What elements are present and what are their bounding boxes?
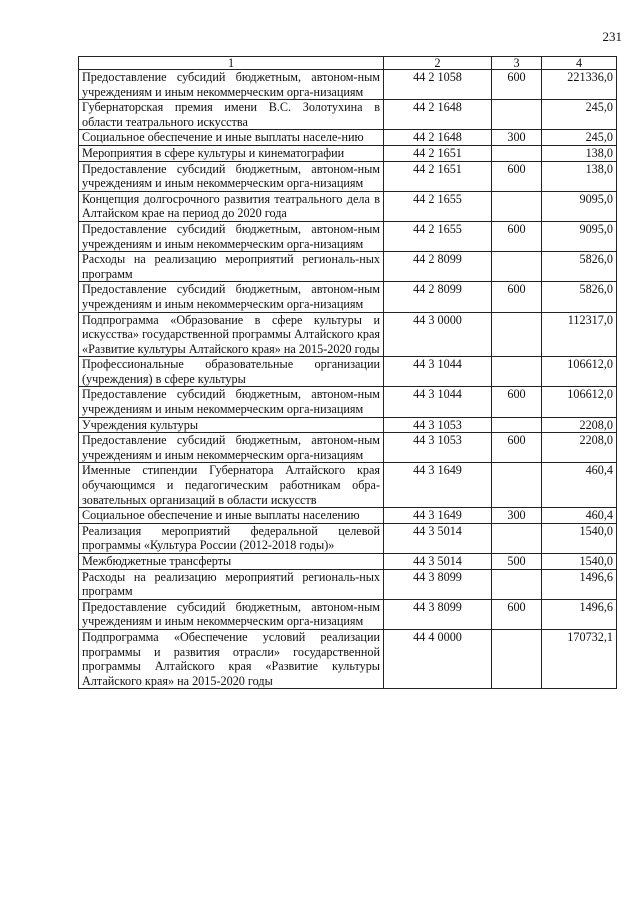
row-name-cell: Предоставление субсидий бюджетным, автоном-ным учреждениям и иным некоммерческим орга-низациям (79, 387, 384, 417)
row-name-cell: Расходы на реализацию мероприятий региональ-ных программ (79, 569, 384, 599)
row-type-cell: 600 (492, 433, 542, 463)
table-row (79, 569, 617, 599)
row-code-cell: 44 2 1651 (384, 145, 492, 161)
row-name-cell: Мероприятия в сфере культуры и кинематографии (79, 145, 384, 161)
row-amount-cell: 221336,0 (542, 70, 617, 100)
row-type-cell (492, 569, 542, 599)
row-amount-cell: 1540,0 (542, 554, 617, 570)
row-code-cell: 44 2 1655 (384, 191, 492, 221)
row-name-cell: Предоставление субсидий бюджетным, автоном-ным учреждениям и иным некоммерческим орга-низациям (79, 282, 384, 312)
table-header-row (79, 57, 617, 70)
row-amount-cell: 138,0 (542, 161, 617, 191)
row-type-cell: 600 (492, 221, 542, 251)
row-code-cell: 44 3 5014 (384, 523, 492, 553)
row-code-cell: 44 3 1649 (384, 463, 492, 508)
row-code-cell: 44 3 1044 (384, 357, 492, 387)
row-code-cell: 44 2 1655 (384, 221, 492, 251)
row-code-cell: 44 2 1058 (384, 70, 492, 100)
row-code-cell: 44 3 8099 (384, 599, 492, 629)
row-type-cell (492, 191, 542, 221)
row-amount-cell: 2208,0 (542, 433, 617, 463)
table-row (79, 554, 617, 570)
row-type-cell: 300 (492, 508, 542, 524)
row-code-cell: 44 3 1053 (384, 417, 492, 433)
row-amount-cell: 5826,0 (542, 252, 617, 282)
budget-table (78, 56, 617, 689)
row-code-cell: 44 4 0000 (384, 629, 492, 688)
row-name-cell: Подпрограмма «Обеспечение условий реализации программы и развития отрасли» государственной программы Алтайского края «Развитие культуры Алтайского края» на 2015-2020 годы (79, 629, 384, 688)
row-code-cell: 44 3 1044 (384, 387, 492, 417)
row-amount-cell: 138,0 (542, 145, 617, 161)
row-type-cell (492, 463, 542, 508)
row-type-cell (492, 417, 542, 433)
row-amount-cell: 1540,0 (542, 523, 617, 553)
row-amount-cell: 9095,0 (542, 191, 617, 221)
row-code-cell: 44 3 1649 (384, 508, 492, 524)
row-name-cell: Учреждения культуры (79, 417, 384, 433)
row-name-cell: Предоставление субсидий бюджетным, автоном-ным учреждениям и иным некоммерческим орга-низациям (79, 70, 384, 100)
row-type-cell (492, 252, 542, 282)
row-name-cell: Именные стипендии Губернатора Алтайского края обучающимся и педагогическим работникам обра-зовательных организаций в области искусств (79, 463, 384, 508)
row-amount-cell: 9095,0 (542, 221, 617, 251)
table-row (79, 312, 617, 357)
row-amount-cell: 1496,6 (542, 599, 617, 629)
row-code-cell: 44 2 8099 (384, 252, 492, 282)
row-type-cell: 600 (492, 387, 542, 417)
row-type-cell (492, 145, 542, 161)
row-name-cell: Расходы на реализацию мероприятий региональ-ных программ (79, 252, 384, 282)
row-type-cell: 300 (492, 130, 542, 146)
row-code-cell: 44 2 1651 (384, 161, 492, 191)
row-name-cell: Социальное обеспечение и иные выплаты населению (79, 508, 384, 524)
column-header-type: 3 (492, 57, 542, 70)
table-row (79, 161, 617, 191)
table-row (79, 463, 617, 508)
row-name-cell: Губернаторская премия имени В.С. Золотухина в области театрального искусства (79, 100, 384, 130)
row-amount-cell: 5826,0 (542, 282, 617, 312)
row-type-cell (492, 100, 542, 130)
table-row (79, 523, 617, 553)
table-row (79, 599, 617, 629)
table-row (79, 387, 617, 417)
row-name-cell: Реализация мероприятий федеральной целевой программы «Культура России (2012-2018 годы)» (79, 523, 384, 553)
row-code-cell: 44 2 1648 (384, 100, 492, 130)
row-type-cell: 600 (492, 599, 542, 629)
row-name-cell: Концепция долгосрочного развития театрального дела в Алтайском крае на период до 2020 года (79, 191, 384, 221)
row-type-cell: 600 (492, 161, 542, 191)
row-name-cell: Межбюджетные трансферты (79, 554, 384, 570)
row-name-cell: Профессиональные образовательные организации (учреждения) в сфере культуры (79, 357, 384, 387)
row-code-cell: 44 3 1053 (384, 433, 492, 463)
row-code-cell: 44 2 1648 (384, 130, 492, 146)
table-row (79, 252, 617, 282)
row-amount-cell: 1496,6 (542, 569, 617, 599)
table-body (79, 70, 617, 689)
row-name-cell: Предоставление субсидий бюджетным, автоном-ным учреждениям и иным некоммерческим орга-низациям (79, 433, 384, 463)
row-amount-cell: 106612,0 (542, 357, 617, 387)
table-row (79, 191, 617, 221)
table-row (79, 221, 617, 251)
table-row (79, 417, 617, 433)
column-header-name: 1 (79, 57, 384, 70)
column-header-code: 2 (384, 57, 492, 70)
row-type-cell (492, 629, 542, 688)
column-header-amount: 4 (542, 57, 617, 70)
row-amount-cell: 245,0 (542, 130, 617, 146)
row-type-cell: 600 (492, 282, 542, 312)
row-type-cell (492, 523, 542, 553)
row-name-cell: Подпрограмма «Образование в сфере культуры и искусства» государственной программы Алтайского края «Развитие культуры Алтайского края» на 2015-2020 годы (79, 312, 384, 357)
table-row (79, 145, 617, 161)
row-amount-cell: 170732,1 (542, 629, 617, 688)
table-row (79, 433, 617, 463)
page-number: 231 (602, 29, 622, 44)
table-row (79, 357, 617, 387)
row-code-cell: 44 3 0000 (384, 312, 492, 357)
table-row (79, 100, 617, 130)
row-name-cell: Предоставление субсидий бюджетным, автоном-ным учреждениям и иным некоммерческим орга-низациям (79, 161, 384, 191)
row-amount-cell: 2208,0 (542, 417, 617, 433)
row-type-cell: 500 (492, 554, 542, 570)
row-name-cell: Предоставление субсидий бюджетным, автоном-ным учреждениям и иным некоммерческим орга-низациям (79, 221, 384, 251)
row-type-cell (492, 312, 542, 357)
row-amount-cell: 460,4 (542, 508, 617, 524)
row-name-cell: Предоставление субсидий бюджетным, автоном-ным учреждениям и иным некоммерческим орга-низациям (79, 599, 384, 629)
table-row (79, 282, 617, 312)
row-name-cell: Социальное обеспечение и иные выплаты населе-нию (79, 130, 384, 146)
row-code-cell: 44 3 8099 (384, 569, 492, 599)
row-amount-cell: 245,0 (542, 100, 617, 130)
row-code-cell: 44 3 5014 (384, 554, 492, 570)
row-type-cell (492, 357, 542, 387)
table-row (79, 508, 617, 524)
table-row (79, 629, 617, 688)
row-amount-cell: 112317,0 (542, 312, 617, 357)
table-row (79, 70, 617, 100)
row-amount-cell: 106612,0 (542, 387, 617, 417)
row-type-cell: 600 (492, 70, 542, 100)
row-code-cell: 44 2 8099 (384, 282, 492, 312)
table-row (79, 130, 617, 146)
row-amount-cell: 460,4 (542, 463, 617, 508)
